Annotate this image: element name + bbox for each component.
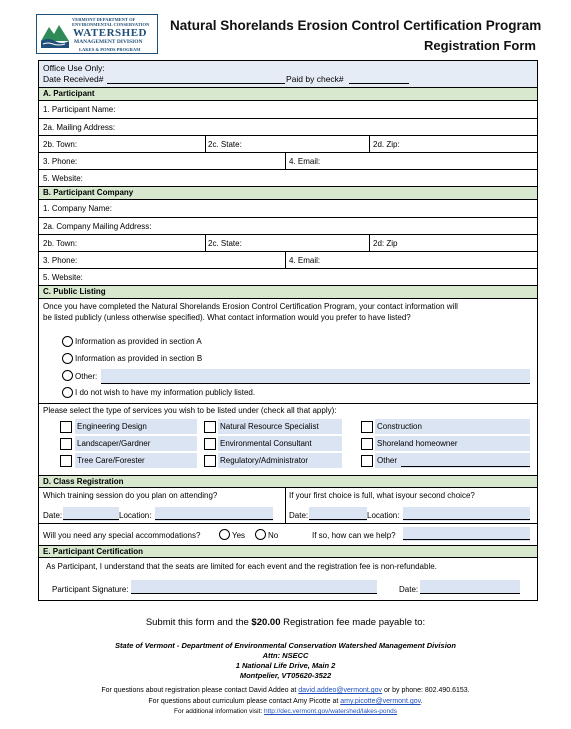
company-website-row[interactable] bbox=[39, 269, 537, 286]
company-zip-label: 2d: Zip bbox=[373, 239, 398, 248]
accommodations-yes-label: Yes bbox=[232, 531, 246, 540]
certification-block bbox=[39, 558, 537, 601]
logo-line-5: LAKES & PONDS PROGRAM bbox=[79, 47, 141, 52]
curriculum-contact-prefix: For questions about curriculum please contact Amy Picotte at bbox=[148, 698, 341, 705]
session-choice-row bbox=[39, 488, 537, 524]
service-natural-resource-label: Natural Resource Specialist bbox=[220, 422, 319, 431]
phone-label: 3. Phone: bbox=[43, 157, 78, 166]
office-use-heading: Office Use Only: bbox=[43, 63, 105, 73]
submit-suffix: Registration fee made payable to: bbox=[280, 617, 426, 628]
listing-option-none-radio[interactable] bbox=[62, 387, 73, 398]
accommodations-label: Will you need any special accommodations? bbox=[43, 531, 201, 540]
company-phone-row bbox=[39, 252, 537, 269]
first-choice-label: Which training session do you plan on attending? bbox=[43, 491, 218, 500]
listing-other-field[interactable] bbox=[101, 369, 530, 383]
service-other-label: Other bbox=[377, 456, 398, 465]
section-c-header bbox=[39, 286, 537, 299]
company-town-label: 2b. Town: bbox=[43, 239, 78, 248]
company-state-label: 2c. State: bbox=[208, 239, 242, 248]
listing-option-none-label: I do not wish to have my information publicly listed. bbox=[75, 388, 256, 397]
company-mailing-label: 2a. Company Mailing Address: bbox=[43, 222, 152, 231]
service-tree-care-label: Tree Care/Forester bbox=[77, 456, 145, 465]
signature-label: Participant Signature: bbox=[52, 585, 129, 594]
service-landscaper-label: Landscaper/Gardner bbox=[77, 439, 151, 448]
public-listing-block bbox=[39, 299, 537, 404]
additional-info bbox=[0, 708, 571, 715]
address-line-1: State of Vermont - Department of Environmental Conservation Watershed Management Division bbox=[115, 641, 456, 650]
fee-amount: $20.00 bbox=[251, 617, 281, 628]
second-location-label: Location: bbox=[367, 511, 400, 520]
section-e-header bbox=[39, 546, 537, 558]
website-label: 5. Website: bbox=[43, 174, 83, 183]
section-e-heading: E. Participant Certification bbox=[43, 547, 144, 556]
phone-email-row bbox=[39, 153, 537, 170]
submit-prefix: Submit this form and the bbox=[145, 617, 252, 628]
service-tree-care-checkbox[interactable] bbox=[60, 455, 72, 467]
company-email-label: 4. Email: bbox=[289, 256, 321, 265]
section-a-header bbox=[39, 88, 537, 101]
watershed-logo bbox=[36, 14, 158, 54]
services-block bbox=[39, 404, 537, 476]
address-line-3: 1 National Life Drive, Main 2 bbox=[235, 661, 336, 670]
certification-date-label: Date: bbox=[399, 585, 419, 594]
registration-contact bbox=[0, 687, 571, 694]
company-town-row bbox=[39, 235, 537, 252]
accommodations-no-radio[interactable] bbox=[255, 529, 266, 540]
accommodations-row bbox=[39, 524, 537, 546]
certification-statement: As Participant, I understand that the seats are limited for each event and the registration fee is non-refundable. bbox=[46, 562, 437, 571]
certification-date-field[interactable] bbox=[420, 580, 520, 594]
public-listing-intro-2: be listed publicly (unless otherwise specified). What contact information would you prefer to have listed? bbox=[43, 313, 411, 322]
logo-line-3: WATERSHED bbox=[73, 27, 147, 39]
logo-line-2: ENVIRONMENTAL CONSERVATION bbox=[72, 22, 150, 27]
zip-label: 2d. Zip: bbox=[373, 140, 400, 149]
section-b-heading: B. Participant Company bbox=[43, 188, 134, 197]
date-received-label: Date Received# bbox=[43, 74, 104, 84]
town-label: 2b. Town: bbox=[43, 140, 78, 149]
service-other-checkbox[interactable] bbox=[361, 455, 373, 467]
page-title: Natural Shorelands Erosion Control Certification Program bbox=[170, 18, 542, 33]
first-location-label: Location: bbox=[119, 511, 152, 520]
service-homeowner-checkbox[interactable] bbox=[361, 438, 373, 450]
listing-option-a-label: Information as provided in section A bbox=[75, 337, 202, 346]
paid-by-check-label: Paid by check# bbox=[286, 74, 344, 84]
participant-name-label: 1. Participant Name: bbox=[43, 105, 116, 114]
service-homeowner-label: Shoreland homeowner bbox=[377, 439, 458, 448]
company-name-row[interactable] bbox=[39, 200, 537, 218]
registration-form bbox=[38, 60, 538, 601]
service-env-consultant-checkbox[interactable] bbox=[204, 438, 216, 450]
submit-instruction bbox=[0, 617, 571, 628]
section-a-heading: A. Participant bbox=[43, 89, 95, 98]
website-row[interactable] bbox=[39, 170, 537, 187]
listing-option-a-radio[interactable] bbox=[62, 336, 73, 347]
lakes-ponds-website-link[interactable]: http://dec.vermont.gov/watershed/lakes-ponds bbox=[264, 708, 397, 715]
david-addeo-email-link[interactable]: david.addeo@vermont.gov bbox=[298, 687, 383, 694]
section-d-header bbox=[39, 476, 537, 488]
service-env-consultant-label: Environmental Consultant bbox=[220, 439, 312, 448]
company-mailing-row[interactable] bbox=[39, 218, 537, 235]
curriculum-contact bbox=[0, 698, 571, 705]
mailing-address-label: 2a. Mailing Address: bbox=[43, 123, 116, 132]
service-engineering-label: Engineering Design bbox=[77, 422, 147, 431]
watershed-logo-icon bbox=[40, 21, 70, 49]
office-use-row bbox=[39, 61, 537, 88]
participant-name-row[interactable] bbox=[39, 101, 537, 119]
registration-contact-suffix: or by phone: 802.490.6153. bbox=[382, 687, 470, 694]
listing-option-other-radio[interactable] bbox=[62, 370, 73, 381]
town-state-zip-row bbox=[39, 136, 537, 153]
company-name-label: 1. Company Name: bbox=[43, 204, 112, 213]
curriculum-contact-suffix: . bbox=[420, 698, 423, 705]
first-date-label: Date: bbox=[43, 511, 63, 520]
service-engineering-checkbox[interactable] bbox=[60, 421, 72, 433]
accommodations-no-label: No bbox=[268, 531, 279, 540]
section-b-header bbox=[39, 187, 537, 200]
second-date-label: Date: bbox=[289, 511, 309, 520]
additional-info-prefix: For additional information visit: bbox=[174, 708, 264, 715]
address-line-2: Attn: NSECC bbox=[262, 651, 309, 660]
company-website-label: 5. Website: bbox=[43, 273, 83, 282]
registration-contact-prefix: For questions about registration please contact David Addeo at bbox=[101, 687, 299, 694]
address-line-4: Montpelier, VT05620-3522 bbox=[239, 671, 332, 680]
service-construction-label: Construction bbox=[377, 422, 422, 431]
mailing-address-row[interactable] bbox=[39, 119, 537, 136]
state-label: 2c. State: bbox=[208, 140, 242, 149]
second-choice-label: If your first choice is full, what isyour second choice? bbox=[289, 491, 475, 500]
service-construction-checkbox[interactable] bbox=[361, 421, 373, 433]
service-regulatory-checkbox[interactable] bbox=[204, 455, 216, 467]
logo-line-4: MANAGEMENT DIVISION bbox=[74, 39, 143, 45]
signature-field[interactable] bbox=[131, 580, 377, 594]
service-landscaper-checkbox[interactable] bbox=[60, 438, 72, 450]
company-phone-label: 3. Phone: bbox=[43, 256, 78, 265]
service-regulatory-label: Regulatory/Administrator bbox=[220, 456, 309, 465]
date-received-field[interactable] bbox=[107, 83, 285, 84]
amy-picotte-email-link[interactable]: amy.picotte@vermont.gov bbox=[340, 698, 421, 705]
services-prompt: Please select the type of services you wish to be listed under (check all that apply): bbox=[43, 406, 337, 415]
section-d-heading: D. Class Registration bbox=[43, 477, 124, 486]
listing-option-b-label: Information as provided in section B bbox=[75, 354, 203, 363]
public-listing-intro-1: Once you have completed the Natural Shorelands Erosion Control Certification Program, your contact information will bbox=[43, 302, 458, 311]
section-c-heading: C. Public Listing bbox=[43, 287, 106, 296]
how-help-label: If so, how can we help? bbox=[312, 531, 396, 540]
accommodations-yes-radio[interactable] bbox=[219, 529, 230, 540]
email-label: 4. Email: bbox=[289, 157, 321, 166]
logo-line-1: VERMONT DEPARTMENT OF bbox=[72, 17, 136, 22]
paid-by-check-field[interactable] bbox=[349, 83, 409, 84]
listing-option-other-label: Other: bbox=[75, 372, 98, 381]
listing-option-b-radio[interactable] bbox=[62, 353, 73, 364]
service-natural-resource-checkbox[interactable] bbox=[204, 421, 216, 433]
page-subtitle: Registration Form bbox=[424, 38, 536, 53]
